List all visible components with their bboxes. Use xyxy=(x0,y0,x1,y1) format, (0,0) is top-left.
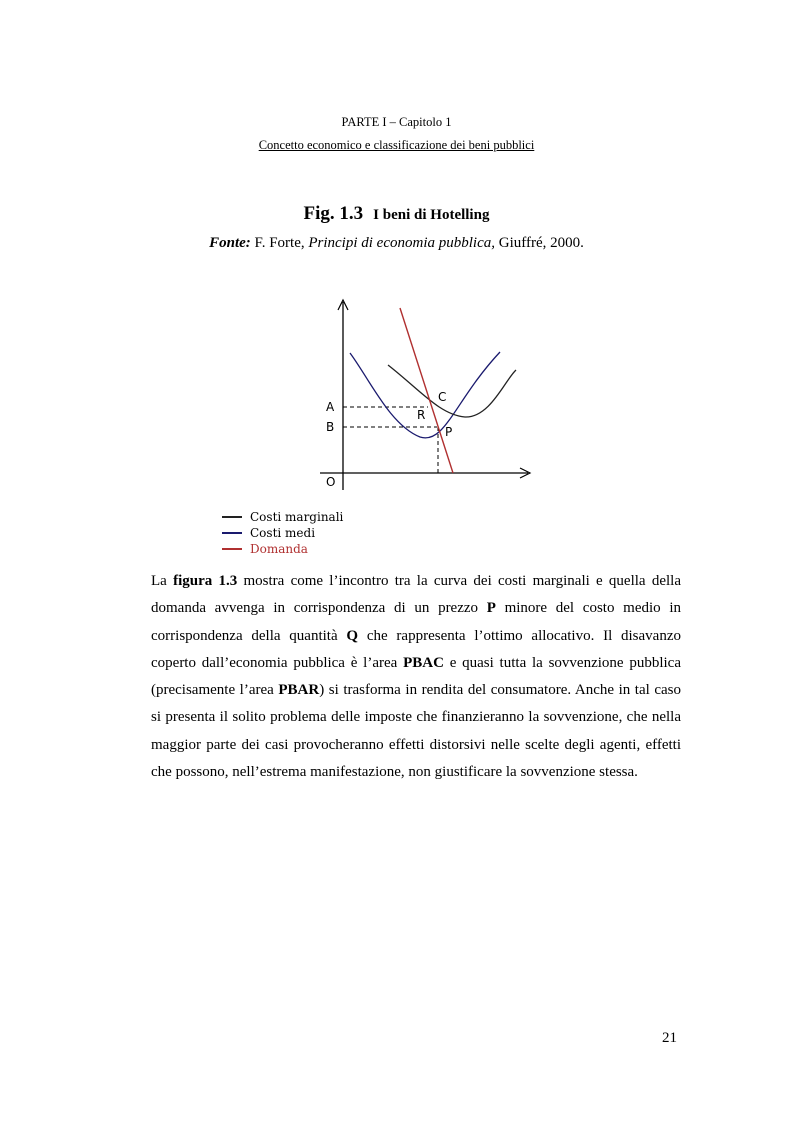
legend-label: Domanda xyxy=(250,542,308,556)
ref-figure: figura 1.3 xyxy=(173,573,238,589)
page-number: 21 xyxy=(662,1030,677,1046)
legend-item-costi-medi xyxy=(222,525,343,541)
source-book: Principi di economia pubblica, xyxy=(308,235,495,251)
running-header-part: PARTE I – Capitolo 1 xyxy=(341,115,452,129)
legend-item-domanda xyxy=(222,541,343,557)
series-costi-marginali xyxy=(388,365,516,417)
figure-source xyxy=(0,235,793,252)
source-publisher: Giuffré, 2000. xyxy=(498,235,584,251)
point-label-p: P xyxy=(445,425,453,439)
legend-swatch xyxy=(222,532,242,534)
source-author: F. Forte, xyxy=(254,235,305,251)
figure-name: I beni di Hotelling xyxy=(373,207,490,223)
legend-swatch xyxy=(222,548,242,550)
hotelling-chart xyxy=(290,290,540,505)
term-pbar: PBAR xyxy=(278,682,320,699)
legend-label: Costi medi xyxy=(250,526,316,540)
figure-number: Fig. 1.3 xyxy=(303,203,364,224)
body-paragraph: La figura 1.3 mostra come l’incontro tra la curva dei costi marginali e quella della domanda avvenga in corrispondenza di un prezzo P minore del costo medio in corrispondenza della quantità Q che rappresenta l’ottimo allocativo. Il disavanzo coperto dall’economia pubblica è l’area PBAC e quasi tutta la sovvenzione pubblica (precisamente l’area PBAR) si trasforma in rendita del consumatore. Anche in tal caso si presenta il solito problema delle imposte che finanzieranno la sovvenzione, che nella maggior parte dei casi provocheranno effetti distorsivi nelle scelte degli agenti, effetti che possono, nell’estrema manifestazione, non giustificare la sovvenzione stessa. xyxy=(151,573,682,781)
term-p: P xyxy=(486,600,496,617)
axis-label-o: O xyxy=(326,475,336,489)
term-q: Q xyxy=(346,627,359,644)
point-label-c: C xyxy=(438,390,447,404)
axis-label-a: A xyxy=(326,400,335,414)
term-pbac: PBAC xyxy=(403,654,444,671)
source-label: Fonte: xyxy=(209,235,251,251)
series-costi-medi xyxy=(350,352,500,438)
legend-label: Costi marginali xyxy=(250,510,344,524)
legend-item-costi-marginali xyxy=(222,509,343,525)
figure-title xyxy=(0,203,793,225)
axis-label-b: B xyxy=(326,420,335,434)
point-label-r: R xyxy=(417,408,426,422)
running-header-chapter: Concetto economico e classificazione dei beni pubblici xyxy=(258,138,535,152)
legend-swatch xyxy=(222,516,242,518)
chart-legend xyxy=(222,509,343,557)
